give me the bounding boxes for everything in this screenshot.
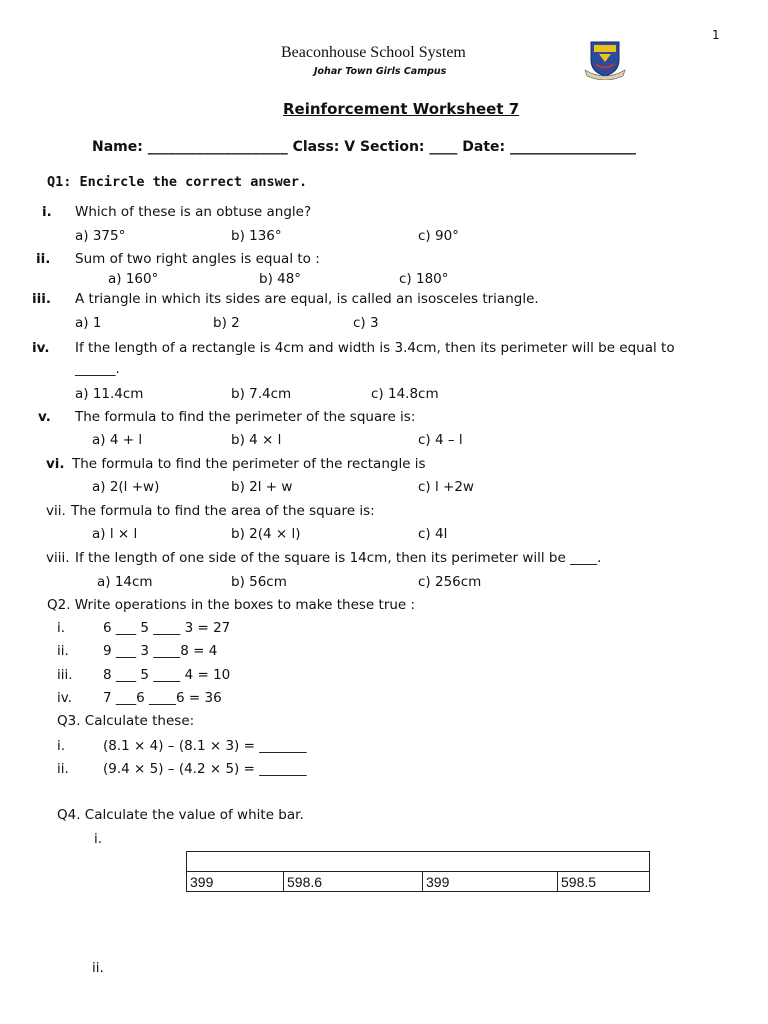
q2-expression: 6 ___ 5 ____ 3 = 27 — [103, 620, 231, 636]
q1-heading: Q1: Encircle the correct answer. — [47, 174, 308, 190]
q1-question-text: The formula to find the area of the square is: — [71, 503, 375, 519]
q3-heading: Q3. Calculate these: — [57, 713, 195, 729]
q1-option-a: a) 4 + l — [92, 432, 143, 448]
q1-question-text: Sum of two right angles is equal to : — [75, 251, 320, 267]
q1-option-c: c) 4l — [418, 526, 448, 542]
student-info-line: Name: ____________________ Class: V Section: ____ Date: __________________ — [92, 139, 636, 155]
bar-segment: 399 — [187, 872, 284, 892]
q2-expression: 8 ___ 5 ____ 4 = 10 — [103, 667, 231, 683]
q1-question-text: The formula to find the perimeter of the square is: — [75, 409, 416, 425]
q3-item-number: ii. — [57, 761, 69, 777]
q2-item-number: iii. — [57, 667, 73, 683]
q1-option-a: a) 1 — [75, 315, 102, 331]
q1-question-text: The formula to find the perimeter of the rectangle is — [72, 456, 426, 472]
q2-heading: Q2. Write operations in the boxes to make these true : — [47, 597, 416, 613]
q1-option-c: c) l +2w — [418, 479, 474, 495]
q1-question-text: If the length of one side of the square is 14cm, then its perimeter will be ____. — [75, 550, 602, 566]
white-bar-row — [187, 852, 650, 872]
campus-name: Johar Town Girls Campus — [314, 66, 447, 77]
worksheet-title: Reinforcement Worksheet 7 — [283, 100, 520, 118]
q1-option-c: c) 14.8cm — [371, 386, 439, 402]
q4-heading: Q4. Calculate the value of white bar. — [57, 807, 304, 823]
q1-option-c: c) 256cm — [418, 574, 482, 590]
q1-item-number: ii. — [36, 251, 51, 267]
q1-option-b: b) 136° — [231, 228, 282, 244]
q1-item-number: iv. — [32, 340, 50, 356]
q1-option-b: b) 2(4 × l) — [231, 526, 301, 542]
q1-item-number: viii. — [46, 550, 70, 566]
q1-option-a: a) l × l — [92, 526, 138, 542]
q2-item-number: i. — [57, 620, 66, 636]
q1-option-c: c) 180° — [399, 271, 449, 287]
white-bar — [187, 852, 650, 872]
q1-option-b: b) 7.4cm — [231, 386, 292, 402]
q1-option-a: a) 375° — [75, 228, 126, 244]
bar-segment: 598.6 — [284, 872, 423, 892]
q1-item-number: v. — [38, 409, 51, 425]
page-number: 1 — [712, 28, 720, 42]
q2-item-number: iv. — [57, 690, 72, 706]
bar-model-table — [186, 851, 650, 892]
q1-option-b: b) 48° — [259, 271, 302, 287]
q2-item-number: ii. — [57, 643, 69, 659]
q1-option-b: b) 56cm — [231, 574, 287, 590]
bar-segment: 399 — [423, 872, 558, 892]
q3-expression: (8.1 × 4) – (8.1 × 3) = _______ — [103, 738, 307, 754]
q1-option-a: a) 160° — [108, 271, 159, 287]
q2-expression: 7 ___6 ____6 = 36 — [103, 690, 222, 706]
q1-option-a: a) 2(l +w) — [92, 479, 160, 495]
q3-item-number: i. — [57, 738, 66, 754]
q1-item-number: i. — [42, 204, 52, 220]
q1-option-b: b) 2 — [213, 315, 240, 331]
q1-question-text: A triangle in which its sides are equal, is called an isosceles triangle. — [75, 291, 539, 307]
q1-question-text: If the length of a rectangle is 4cm and width is 3.4cm, then its perimeter will be equal to — [75, 340, 675, 356]
q4-part-label: i. — [94, 831, 103, 847]
q1-option-b: b) 4 × l — [231, 432, 282, 448]
q1-option-c: c) 4 – l — [418, 432, 463, 448]
q1-item-number: iii. — [32, 291, 52, 307]
bar-segment: 598.5 — [558, 872, 650, 892]
q1-option-b: b) 2l + w — [231, 479, 293, 495]
q1-answer-blank: ______. — [75, 361, 120, 377]
q1-question-text: Which of these is an obtuse angle? — [75, 204, 312, 220]
q1-option-c: c) 3 — [353, 315, 379, 331]
q1-item-number: vii. — [46, 503, 66, 519]
q1-option-a: a) 11.4cm — [75, 386, 144, 402]
q1-item-number: vi. — [46, 456, 65, 472]
q4-part-label: ii. — [92, 960, 104, 976]
q3-expression: (9.4 × 5) – (4.2 × 5) = _______ — [103, 761, 307, 777]
value-bar-row — [187, 872, 650, 892]
q2-expression: 9 ___ 3 ____8 = 4 — [103, 643, 218, 659]
school-name: Beaconhouse School System — [281, 44, 466, 61]
q1-option-c: c) 90° — [418, 228, 459, 244]
school-crest-icon — [583, 40, 627, 80]
q1-option-a: a) 14cm — [97, 574, 153, 590]
